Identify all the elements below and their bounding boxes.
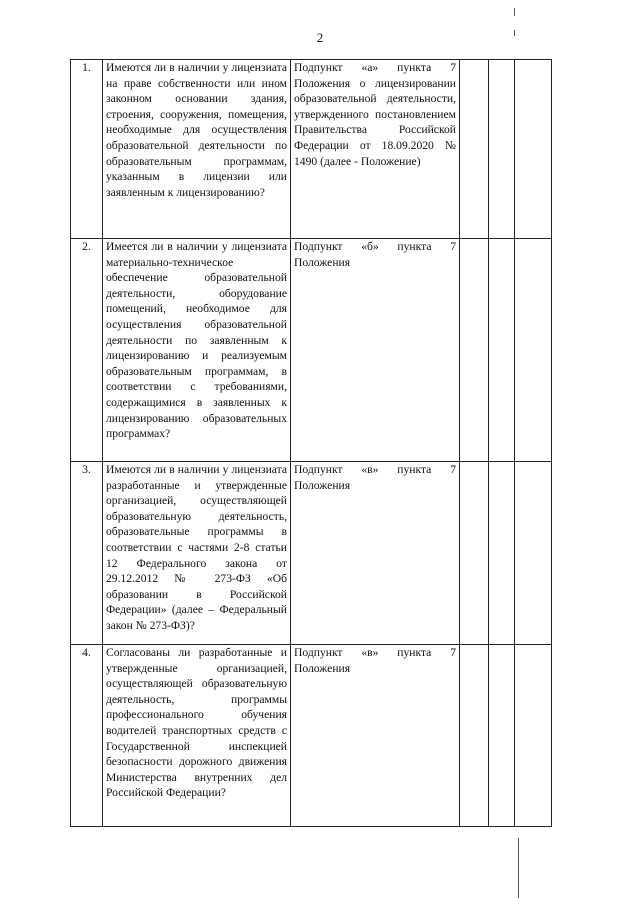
answer-cell-na[interactable] [515,239,552,462]
page-number: 2 [316,30,324,45]
answer-cell-na[interactable] [515,645,552,827]
scan-margin-mark [514,8,515,16]
row-number: 1. [71,60,103,239]
row-number: 2. [71,239,103,462]
question-cell: Имеются ли в наличии у лицензиата на праве собственности или ином законном основании здания, строения, сооружения, помещения, необходимые для осуществления образовательной деятельности по образовательным программам, указанным в лицензии или заявленным к лицензированию? [103,60,291,239]
answer-cell-na[interactable] [515,462,552,645]
answer-cell-yes[interactable] [460,60,489,239]
table-row [71,239,552,462]
reference-cell: Подпункт «б» пункта 7 Положения [291,239,460,462]
answer-cell-yes[interactable] [460,645,489,827]
answer-cell-no[interactable] [489,239,515,462]
table-row [71,645,552,827]
checklist-table [70,59,552,827]
reference-cell: Подпункт «в» пункта 7 Положения [291,462,460,645]
answer-cell-yes[interactable] [460,462,489,645]
table-row [71,60,552,239]
reference-cell: Подпункт «в» пункта 7 Положения [291,645,460,827]
answer-cell-no[interactable] [489,645,515,827]
question-cell: Согласованы ли разработанные и утвержденные организацией, осуществляющей образовательную деятельность, программы профессионального обучения водителей транспортных средств с Государственной инспекцией безопасности дорожного движения Министерства внутренних дел Российской Федерации? [103,645,291,827]
answer-cell-no[interactable] [489,60,515,239]
answer-cell-na[interactable] [515,60,552,239]
row-number: 4. [71,645,103,827]
question-cell: Имеются ли в наличии у лицензиата разработанные и утвержденные организацией, осуществляющей образовательную деятельность, образовательные программы в соответствии с частями 2-8 статьи 12 Федерального закона от 29.12.2012 № 273-ФЗ «Об образовании в Российской Федерации» (далее – Федеральный закон № 273-ФЗ)? [103,462,291,645]
answer-cell-no[interactable] [489,462,515,645]
scan-margin-mark [514,30,515,36]
row-number: 3. [71,462,103,645]
answer-cell-yes[interactable] [460,239,489,462]
scan-margin-mark [518,838,519,898]
reference-cell: Подпункт «а» пункта 7 Положения о лицензировании образовательной деятельности, утвержденного постановлением Правительства Российской Федерации от 18.09.2020 № 1490 (далее - Положение) [291,60,460,239]
table-row [71,462,552,645]
question-cell: Имеется ли в наличии у лицензиата материально-техническое обеспечение образовательной деятельности, оборудование помещений, необходимое для осуществления образовательной деятельности по заявленным к лицензированию и реализуемым образовательным программам, в соответствии с требованиями, содержащимися в заявленных к лицензированию образовательных программах? [103,239,291,462]
